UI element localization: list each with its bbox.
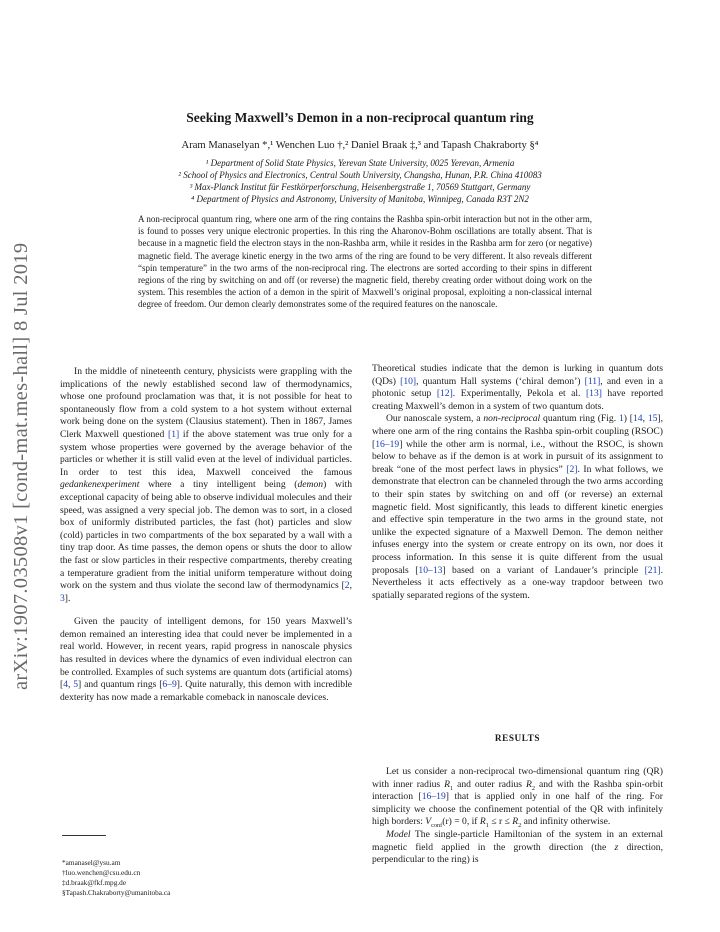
affiliation-3: ³ Max-Planck Institut für Festkörperforschung, Heisenbergstraße 1, 70569 Stuttgart, Germany [189, 182, 531, 192]
footnotes [62, 858, 170, 898]
citation-link[interactable]: 10–13 [418, 564, 443, 576]
citation-link[interactable]: 2 [344, 580, 350, 592]
abstract: A non-reciprocal quantum ring, where one arm of the ring contains the Rashba spin-orbit interaction but not in the other arm, is found to posses very unique electronic properties. In this ring the Aharonov-Bohm oscillations are totally absent. That is because in a magnetic field the electron stays in the non-Rashba arm, while it resides in the Rashba arm for zero (or negative) magnetic field. The average kinetic energy in the two arms of the ring are found to be very different. It also reveals different “spin temperature” in the two arms of the non-reciprocal ring. The electrons are sorted according to their spins in different regions of the ring by switching on and off (or reverse) the magnetic field, thereby creating order without doing work on the system. This resembles the action of a demon in the spirit of Maxwell’s original proposal, exploiting a non-classical internal degree of freedom. Our demon clearly demonstrates some of the required features on the nanoscale. [138, 214, 592, 310]
citation-link[interactable]: 6–9 [162, 679, 177, 691]
footnote-email[interactable]: ‡d.braak@fkf.mpg.de [62, 877, 127, 887]
affiliation-4: ⁴ Department of Physics and Astronomy, University of Manitoba, Winnipeg, Canada R3T 2N2 [191, 194, 529, 204]
citation-link[interactable]: [21] [644, 564, 661, 576]
left-column [60, 366, 352, 704]
citation-link[interactable]: [10] [400, 375, 417, 387]
author-list: Aram Manaselyan *,¹ Wenchen Luo †,² Daniel Braak ‡,³ and Tapash Chakraborty §⁴ [181, 140, 539, 151]
citation-link[interactable]: 3 [60, 592, 65, 604]
citation-link[interactable]: [11] [584, 375, 601, 387]
citation-link[interactable]: 4 [63, 679, 68, 691]
citation-link[interactable]: [2] [566, 463, 578, 475]
intro-paragraph-2: Given the paucity of intelligent demons, for 150 years Maxwell’s demon remained an interesting idea that could never be implemented in a real world. However, in recent years, rapid progress in nanoscale physics has resulted in devices where the dynamics of even individual electron can be controlled. Examples of such systems are quantum dots (artificial atoms) [4, 5] and quantum rings [6–9]. Quite naturally, this demon with incredible dexterity has now made a remarkable comeback in nanoscale devices. [60, 616, 352, 703]
affiliation-2: ² School of Physics and Electronics, Central South University, Changsha, Hunan, P.R. China 410083 [178, 170, 542, 180]
results-paragraph-1: Let us consider a non-reciprocal two-dimensional quantum ring (QR) with inner radius $R_1$ and outer radius $R_2$ and with the Rashba spin-orbit interaction [16–19] that is applied only in one half of the ring. For simplicity we choose the confinement potential of the QR with infinitely high borders: $V_{conf}(r) = 0$, if $R_1 \le r \le R_2$ and infinity otherwise. [372, 766, 663, 830]
citation-link[interactable]: [13] [585, 388, 602, 400]
citation-link[interactable]: [12] [436, 388, 453, 400]
citation-link[interactable]: 16–19 [421, 791, 446, 803]
footnote-divider [62, 835, 106, 836]
arxiv-identifier: arXiv:1907.03508v1 [cond-mat.mes-hall] 8 Jul 2019 [10, 242, 32, 690]
results-text [372, 766, 663, 867]
intro-paragraph-1: In the middle of nineteenth century, physicists were grappling with the implications of the newly established second law of thermodynamics, whose one profound proclamation was that, it is not possible for heat to spontaneously flow from a cold system to a hot system without external work being done on the system (Clausius statement). Then in 1867, James Clerk Maxwell questioned [1] if the above statement was true only for a system whose properties were governed by the average behavior of the particles or whether it is still valid even at the level of individual particles. In order to test this idea, Maxwell conceived the famous gedankenexperiment where a tiny intelligent being (demon) with exceptional capacity of being able to observe individual molecules and their speed, was assigned a very special job. The demon was to sort, in a closed box of uniformly distributed particles, the fast (hot) particles and slow (cold) particles in two compartments of the box separated by a wall with a tiny trap door. As time passes, the demon opens or shuts the door to allow the fast or slow particles in their respective compartments, thereby creating a temperature gradient from the initial uniform temperature without doing work on the system and thus violate the second law of thermodynamics [2, 3]. [60, 366, 352, 604]
intro-paragraph-3: Theoretical studies indicate that the demon is lurking in quantum dots (QDs) [10], quantum Hall systems (‘chiral demon’) [11], and even in a photonic setup [12]. Experimentally, Pekola et al. [13] have reported creating Maxwell’s demon in a system of two quantum dots. [372, 363, 663, 412]
footnote-email[interactable]: *amanasel@ysu.am [62, 858, 121, 867]
right-column [372, 363, 663, 602]
section-heading-results: RESULTS [494, 733, 541, 743]
footnote-email[interactable]: †luo.wenchen@csu.edu.cn [62, 867, 141, 877]
citation-link[interactable]: 16–19 [375, 438, 400, 450]
results-paragraph-2: Model The single-particle Hamiltonian of the system in an external magnetic field applied in the growth direction (the z direction, perpendicular to the ring) is [372, 828, 663, 866]
citation-link[interactable]: [1] [168, 428, 180, 440]
citation-link[interactable]: 15 [647, 413, 658, 425]
citation-link[interactable]: 14 [633, 413, 643, 425]
paper-title: Seeking Maxwell’s Demon in a non-reciprocal quantum ring [186, 110, 534, 125]
figure-link[interactable]: 1 [618, 413, 624, 425]
citation-link[interactable]: 5 [73, 679, 79, 691]
footnote-email[interactable]: §Tapash.Chakraborty@umanitoba.ca [62, 887, 171, 897]
intro-paragraph-4: Our nanoscale system, a non-reciprocal quantum ring (Fig. 1) [14, 15], where one arm of the ring contains the Rashba spin-orbit coupling (RSOC) [16–19] while the other arm is normal, i.e., without the RSOC, is shown below to behave as if the demon is at work in pursuit of its assignment to break “one of the most perfect laws in physics” [2]. In what follows, we demonstrate that electron can be channeled through the two arms according to their spin states by switching on and off (or reverse) an external magnetic field. Most significantly, this leads to different kinetic energies and effective spin temperature in the two arms in the ground state, not unlike the expected signature of a Maxwell Demon. The demon neither infuses energy into the system or create entropy on its own, nor does it process information. In this sense it is quite different from the usual proposals [10–13] based on a variant of Landauer’s principle [21]. Nevertheless it acts effectively as a one-way trapdoor between two spatially separated regions of the system. [372, 413, 664, 601]
affiliation-1: ¹ Department of Solid State Physics, Yerevan State University, 0025 Yerevan, Armenia [205, 158, 515, 168]
